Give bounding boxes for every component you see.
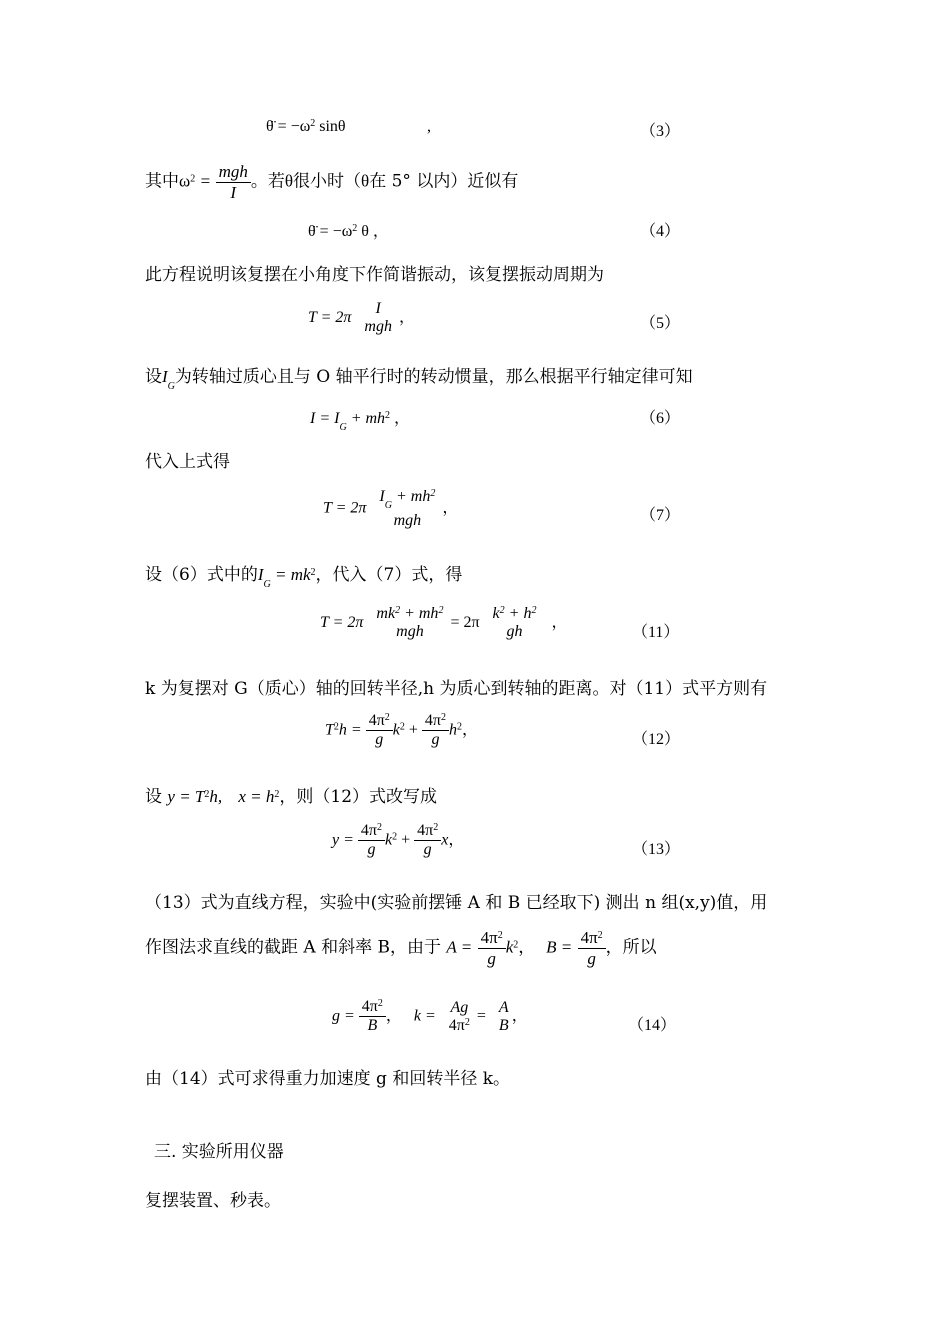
equation-4: θ̈ = $-\omega^2$ θ ， [308,223,389,240]
paragraph-intercept-slope: 作图法求直线的截距 A 和斜率 B，由于 A = $\frac{4\pi^2}{g}$ $k^2$， B = $\frac{4\pi^2}{g}$ ，所以 [145,928,657,968]
equation-3-comma: , [427,118,431,135]
equation-4-number: （4） [640,223,681,240]
equation-3: θ̈ = $-\omega^2$ sinθ [266,118,346,135]
paragraph-linear-equation: （13）式为直线方程，实验中(实验前摆锤 A 和 B 已经取下) 测出 n 组(x,y)值，用 [145,893,768,913]
paragraph-simple-harmonic: 此方程说明该复摆在小角度下作简谐振动，该复摆振动周期为 [145,265,604,285]
equation-13: y = $\frac{4\pi^2}{g}$ $k^2$ + $\frac{4\pi^2}{g}$ x， [332,822,465,859]
equation-7: T = 2π $I_G + mh^2$ mgh ， [323,488,459,529]
equation-6-number: （6） [640,410,681,427]
paragraph-apparatus: 复摆装置、秒表。 [145,1191,281,1211]
paragraph-omega-definition: 其中$\omega^2$ = $\frac{\text{mgh}}{I}$ 。若θ很小时（θ在 5° 以内）近似有 [145,162,519,202]
paragraph-substitute: 代入上式得 [145,452,230,472]
paragraph-moment-of-inertia: 设$I_G$为转轴过质心且与 O 轴平行时的转动惯量，那么根据平行轴定律可知 [145,367,693,392]
equation-14: g = $\frac{4\pi^2}{B}$ ， k = Ag $4\pi^2$ = A B ， [332,998,528,1035]
paragraph-substitution-xy: 设 $y = T^2h$, $x = h^2$，则（12）式改写成 [145,787,438,807]
equation-12-number: （12） [632,731,681,748]
equation-11-number: （11） [632,624,680,641]
paragraph-radius-definition: k 为复摆对 G（质心）轴的回转半径,h 为质心到转轴的距离。对（11）式平方则有 [145,679,768,699]
paragraph-set-IG: 设（6）式中的$I_G = mk^2$，代入（7）式，得 [145,565,463,590]
equation-13-number: （13） [632,841,681,858]
equation-12: $T^2h$ = $\frac{4\pi^2}{g}$ $k^2$ + $\frac{4\pi^2}{g}$ $h^2$， [325,712,479,749]
equation-5-number: （5） [640,315,681,332]
equation-7-number: （7） [640,507,681,524]
equation-5: T = 2π I mgh ， [308,300,415,336]
equation-11: T = 2π $mk^2 + mh^2$ mgh = 2π $k^2 + h^2$ gh ， [320,605,568,641]
section-heading: 三. 实验所用仪器 [154,1142,284,1162]
fraction-mgh-over-I: $\frac{\text{mgh}}{I}$ [216,162,251,202]
equation-3-number: （3） [640,123,681,140]
paragraph-result: 由（14）式可求得重力加速度 g 和回转半径 k。 [145,1069,511,1089]
equation-6: $I = I_G + mh^2$ ， [310,410,411,433]
equation-14-number: （14） [628,1017,677,1034]
